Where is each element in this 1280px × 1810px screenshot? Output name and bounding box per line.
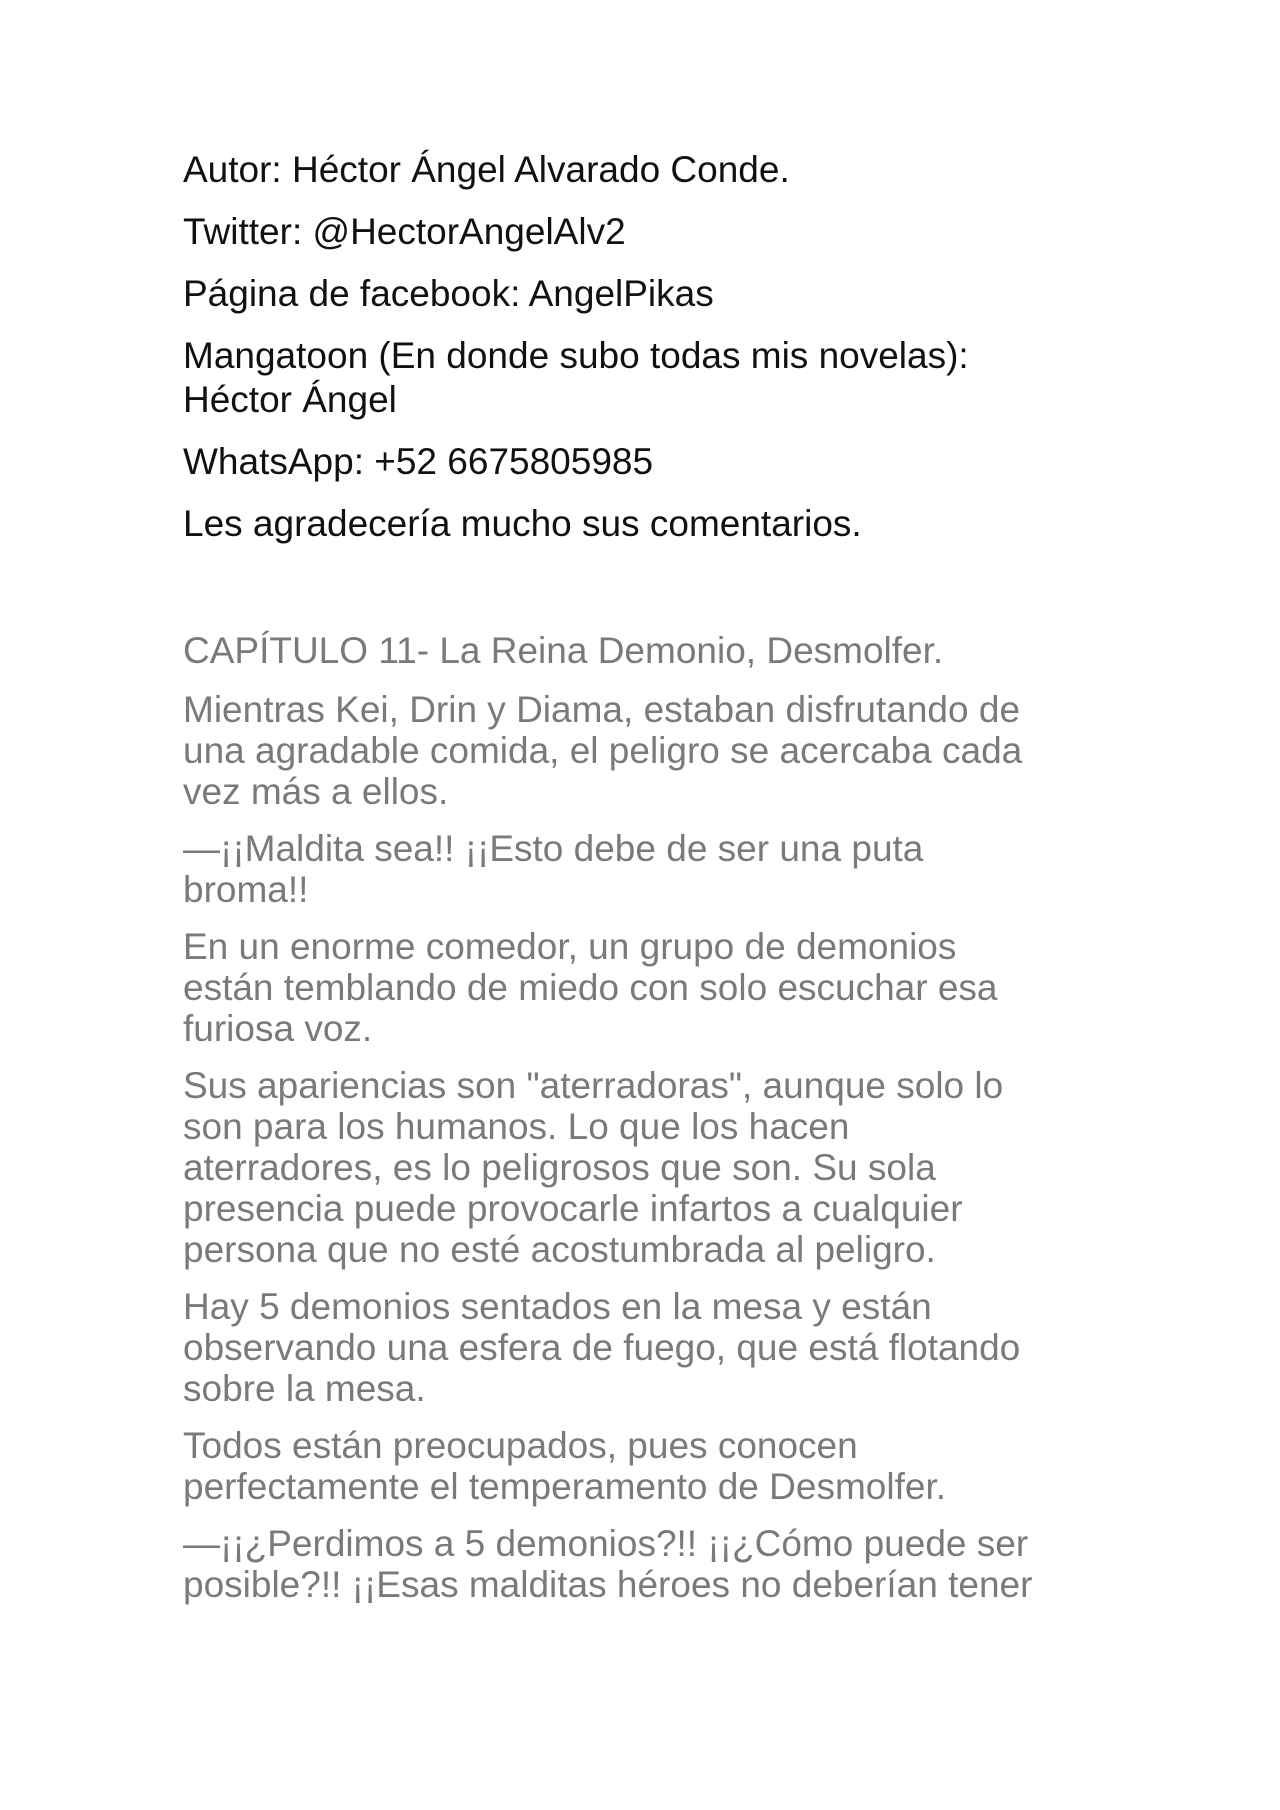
mangatoon-line xyxy=(183,334,1103,422)
paragraph-line: sobre la mesa. xyxy=(183,1368,426,1409)
paragraph-line: Sus apariencias son "aterradoras", aunque solo lo xyxy=(183,1065,1004,1106)
paragraph-line: una agradable comida, el peligro se acercaba cada xyxy=(183,730,1023,771)
paragraph-line: posible?!! ¡¡Esas malditas héroes no deberían tener xyxy=(183,1564,1033,1605)
paragraph-line: Todos están preocupados, pues conocen xyxy=(183,1425,858,1466)
paragraph-line: —¡¡Maldita sea!! ¡¡Esto debe de ser una puta xyxy=(183,828,924,869)
chapter-section xyxy=(183,630,1103,1605)
whatsapp-line: WhatsApp: +52 6675805985 xyxy=(183,441,654,482)
paragraph-line: persona que no esté acostumbrada al peligro. xyxy=(183,1229,936,1270)
paragraph-line: aterradores, es lo peligrosos que son. Su sola xyxy=(183,1147,936,1188)
paragraph-line: presencia puede provocarle infartos a cualquier xyxy=(183,1188,963,1229)
paragraph xyxy=(183,828,1103,910)
paragraph-line: furiosa voz. xyxy=(183,1008,373,1049)
paragraph-line: son para los humanos. Lo que los hacen xyxy=(183,1106,850,1147)
paragraph-line: perfectamente el temperamento de Desmolfer. xyxy=(183,1466,946,1507)
paragraph xyxy=(183,1286,1103,1409)
paragraph xyxy=(183,1065,1103,1270)
paragraph-line: Hay 5 demonios sentados en la mesa y están xyxy=(183,1286,932,1327)
paragraph-line: están temblando de miedo con solo escuchar esa xyxy=(183,967,998,1008)
paragraph xyxy=(183,1523,1103,1605)
thanks-line: Les agradecería mucho sus comentarios. xyxy=(183,503,862,544)
chapter-title: CAPÍTULO 11- La Reina Demonio, Desmolfer. xyxy=(183,630,944,671)
page-content xyxy=(183,148,1103,1621)
paragraph xyxy=(183,1425,1103,1507)
paragraph-line: broma!! xyxy=(183,869,309,910)
author-line: Autor: Héctor Ángel Alvarado Conde. xyxy=(183,149,790,190)
twitter-line: Twitter: @HectorAngelAlv2 xyxy=(183,211,626,252)
facebook-line: Página de facebook: AngelPikas xyxy=(183,273,714,314)
mangatoon-line-2: Héctor Ángel xyxy=(183,379,397,420)
paragraph xyxy=(183,689,1103,812)
paragraph-line: observando una esfera de fuego, que está flotando xyxy=(183,1327,1021,1368)
mangatoon-line-1: Mangatoon (En donde subo todas mis novelas): xyxy=(183,335,969,376)
paragraph-line: Mientras Kei, Drin y Diama, estaban disfrutando de xyxy=(183,689,1021,730)
author-info xyxy=(183,148,1103,546)
paragraph xyxy=(183,926,1103,1049)
paragraph-line: —¡¡¿Perdimos a 5 demonios?!! ¡¡¿Cómo puede ser xyxy=(183,1523,1029,1564)
paragraph-line: vez más a ellos. xyxy=(183,771,449,812)
paragraph-line: En un enorme comedor, un grupo de demonios xyxy=(183,926,957,967)
